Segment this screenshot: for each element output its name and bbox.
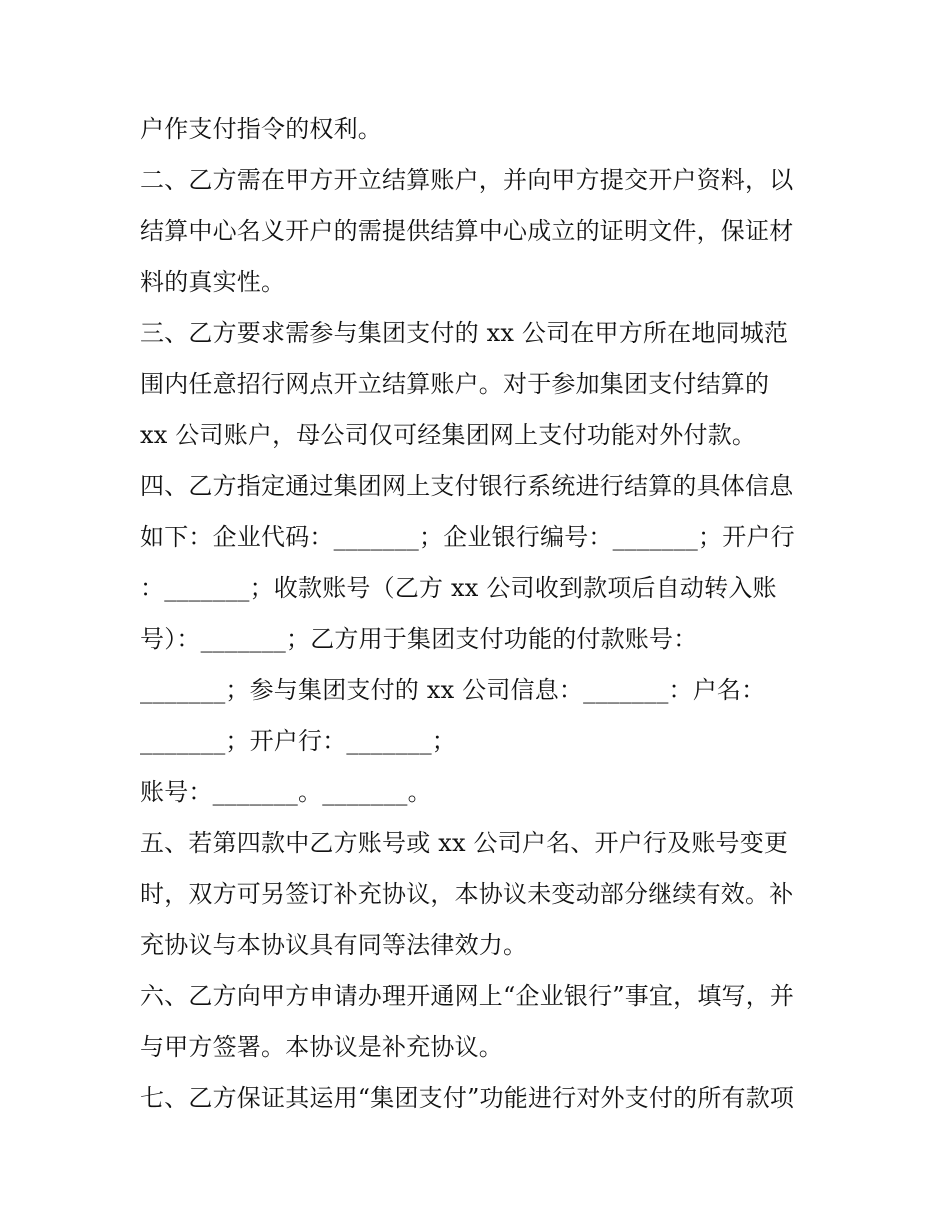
text-line: 三、乙方要求需参与集团支付的 xx 公司在甲方所在地同城范 xyxy=(140,319,789,347)
text-line: 与甲方签署。本协议是补充协议。 xyxy=(140,1033,503,1061)
text-line: 五、若第四款中乙方账号或 xx 公司户名、开户行及账号变更 xyxy=(140,829,789,857)
text-line: xx 公司账户，母公司仅可经集团网上支付功能对外付款。 xyxy=(140,421,757,449)
text-line: 结算中心名义开户的需提供结算中心成立的证明文件，保证材 xyxy=(140,217,794,245)
text-line: 六、乙方向甲方申请办理开通网上“企业银行”事宜，填写，并 xyxy=(140,982,795,1010)
text-line: 四、乙方指定通过集团网上支付银行系统进行结算的具体信息 xyxy=(140,472,794,500)
text-line: 账号：_______。_______。 xyxy=(140,778,432,806)
text-line: 号）：_______；乙方用于集团支付功能的付款账号： xyxy=(140,625,698,653)
text-line: 二、乙方需在甲方开立结算账户，并向甲方提交开户资料，以 xyxy=(140,166,794,194)
text-line: ：_______；收款账号（乙方 xx 公司收到款项后自动转入账 xyxy=(140,574,777,602)
text-line: 户作支付指令的权利。 xyxy=(140,115,382,143)
text-line: 充协议与本协议具有同等法律效力。 xyxy=(140,931,528,959)
text-line: _______；开户行：_______； xyxy=(140,727,456,755)
text-line: 如下：企业代码：_______；企业银行编号：_______；开户行 xyxy=(140,523,795,551)
text-line: 围内任意招行网点开立结算账户。对于参加集团支付结算的 xyxy=(140,370,770,398)
text-line: 时，双方可另签订补充协议，本协议未变动部分继续有效。补 xyxy=(140,880,794,908)
text-line: 七、乙方保证其运用“集团支付”功能进行对外支付的所有款项 xyxy=(140,1084,795,1112)
text-line: 料的真实性。 xyxy=(140,268,286,296)
text-line: _______；参与集团支付的 xx 公司信息：_______：户名： xyxy=(140,676,766,704)
